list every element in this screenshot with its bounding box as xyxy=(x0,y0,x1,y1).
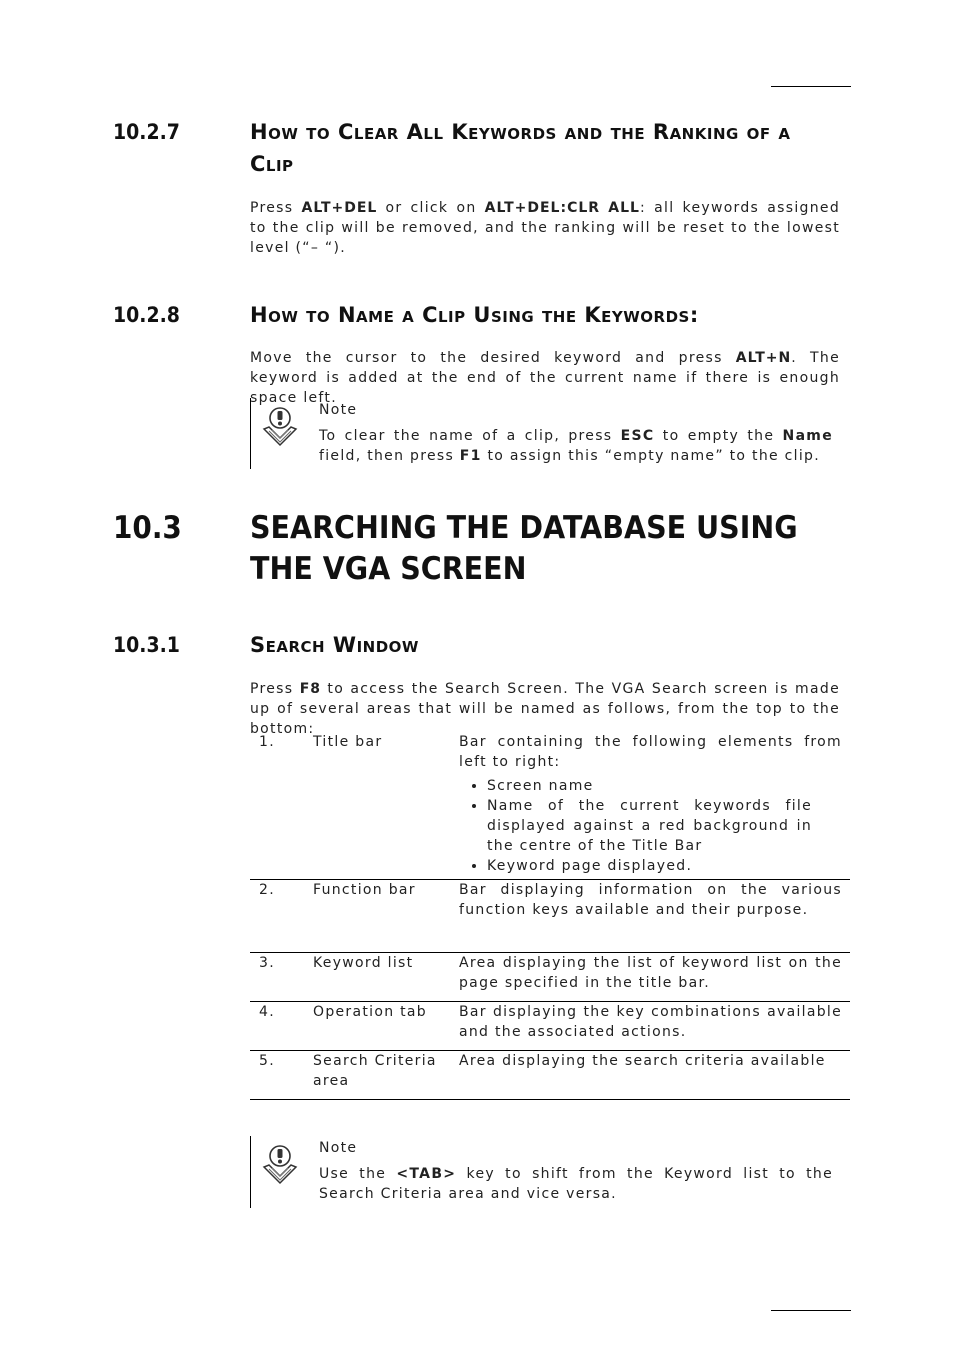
section-title: How to Clear All Keywords and the Ranking of a Clip xyxy=(250,120,791,176)
row-description: Bar containing the following elements from left to right: • Screen name • Name of the current keywords file displayed against a red background in the centre of the Title Bar • Keyword page displayed. xyxy=(459,732,850,879)
row-description: Area displaying the search criteria available xyxy=(459,1052,826,1069)
key-alt-n: ALT+N xyxy=(735,350,792,366)
table-row xyxy=(250,1050,850,1099)
row-number: 1. xyxy=(259,734,275,750)
list-item: • Name of the current keywords file displayed against a red background in the centre of the Title Bar xyxy=(487,796,842,856)
row-number: 4. xyxy=(259,1003,275,1020)
note-icon xyxy=(261,404,299,448)
paragraph-search-window: Press F8 to access the Search Screen. The VGA Search screen is made up of several areas that will be named as follows, from the top to the bottom: xyxy=(250,681,840,737)
section-number: 10.2.7 xyxy=(113,120,180,144)
section-title: SEARCHING THE DATABASE USING THE VGA SCREEN xyxy=(250,510,798,587)
note-text: To clear the name of a clip, press ESC to empty the Name field, then press F1 to assign this “empty name” to the clip. xyxy=(319,428,833,464)
row-name: Title bar xyxy=(313,734,383,750)
table-row xyxy=(250,952,850,1001)
key-tab: <TAB> xyxy=(396,1166,457,1182)
row-number: 2. xyxy=(259,881,275,898)
footer-rule xyxy=(771,1310,851,1311)
heading-10-3 xyxy=(113,508,873,590)
table-row xyxy=(250,879,850,952)
key-f8: F8 xyxy=(299,681,322,697)
table-row xyxy=(250,732,850,879)
note-box xyxy=(250,398,851,469)
section-number: 10.3.1 xyxy=(113,633,180,657)
row-name: Operation tab xyxy=(313,1003,427,1020)
bullet-list xyxy=(459,776,842,876)
section-number: 10.3 xyxy=(113,510,182,546)
search-areas-table xyxy=(250,732,850,1100)
section-number: 10.2.8 xyxy=(113,303,180,327)
note-box xyxy=(250,1136,851,1208)
row-name: Search Criteria area xyxy=(313,1052,437,1089)
key-esc: ESC xyxy=(620,428,655,444)
key-alt-del: ALT+DEL xyxy=(301,200,378,216)
row-name: Keyword list xyxy=(313,954,414,971)
heading-10-2-8 xyxy=(113,299,833,331)
key-f1: F1 xyxy=(459,448,482,464)
list-item: • Screen name xyxy=(487,776,842,796)
note-text: Use the <TAB> key to shift from the Keyword list to the Search Criteria area and vice versa. xyxy=(319,1166,833,1202)
row-number: 5. xyxy=(259,1052,275,1069)
paragraph-clear-keywords: Press ALT+DEL or click on ALT+DEL:CLR ALL: all keywords assigned to the clip will be removed, and the ranking will be reset to the lowest level (“– “). xyxy=(250,200,841,256)
row-name: Function bar xyxy=(313,881,416,898)
row-number: 3. xyxy=(259,954,275,971)
heading-10-2-7 xyxy=(113,116,833,180)
note-label: Note xyxy=(319,1140,358,1156)
list-item: • Keyword page displayed. xyxy=(487,856,842,876)
key-alt-del-clr-all: ALT+DEL:CLR ALL xyxy=(484,200,640,216)
note-label: Note xyxy=(319,402,358,418)
field-name: Name xyxy=(782,428,833,444)
section-title: Search Window xyxy=(250,633,419,657)
note-icon xyxy=(261,1142,299,1186)
heading-10-3-1 xyxy=(113,629,833,661)
paragraph-name-clip: Move the cursor to the desired keyword and press ALT+N. The keyword is added at the end of the current name if there is enough space left. xyxy=(250,350,840,406)
row-description: Bar displaying the key combinations available and the associated actions. xyxy=(459,1003,842,1040)
row-description: Bar displaying information on the various function keys available and their purpose. xyxy=(459,881,842,918)
section-title: How to Name a Clip Using the Keywords: xyxy=(250,303,699,327)
header-rule xyxy=(771,86,851,87)
row-description: Area displaying the list of keyword list on the page specified in the title bar. xyxy=(459,954,842,991)
table-row xyxy=(250,1001,850,1050)
